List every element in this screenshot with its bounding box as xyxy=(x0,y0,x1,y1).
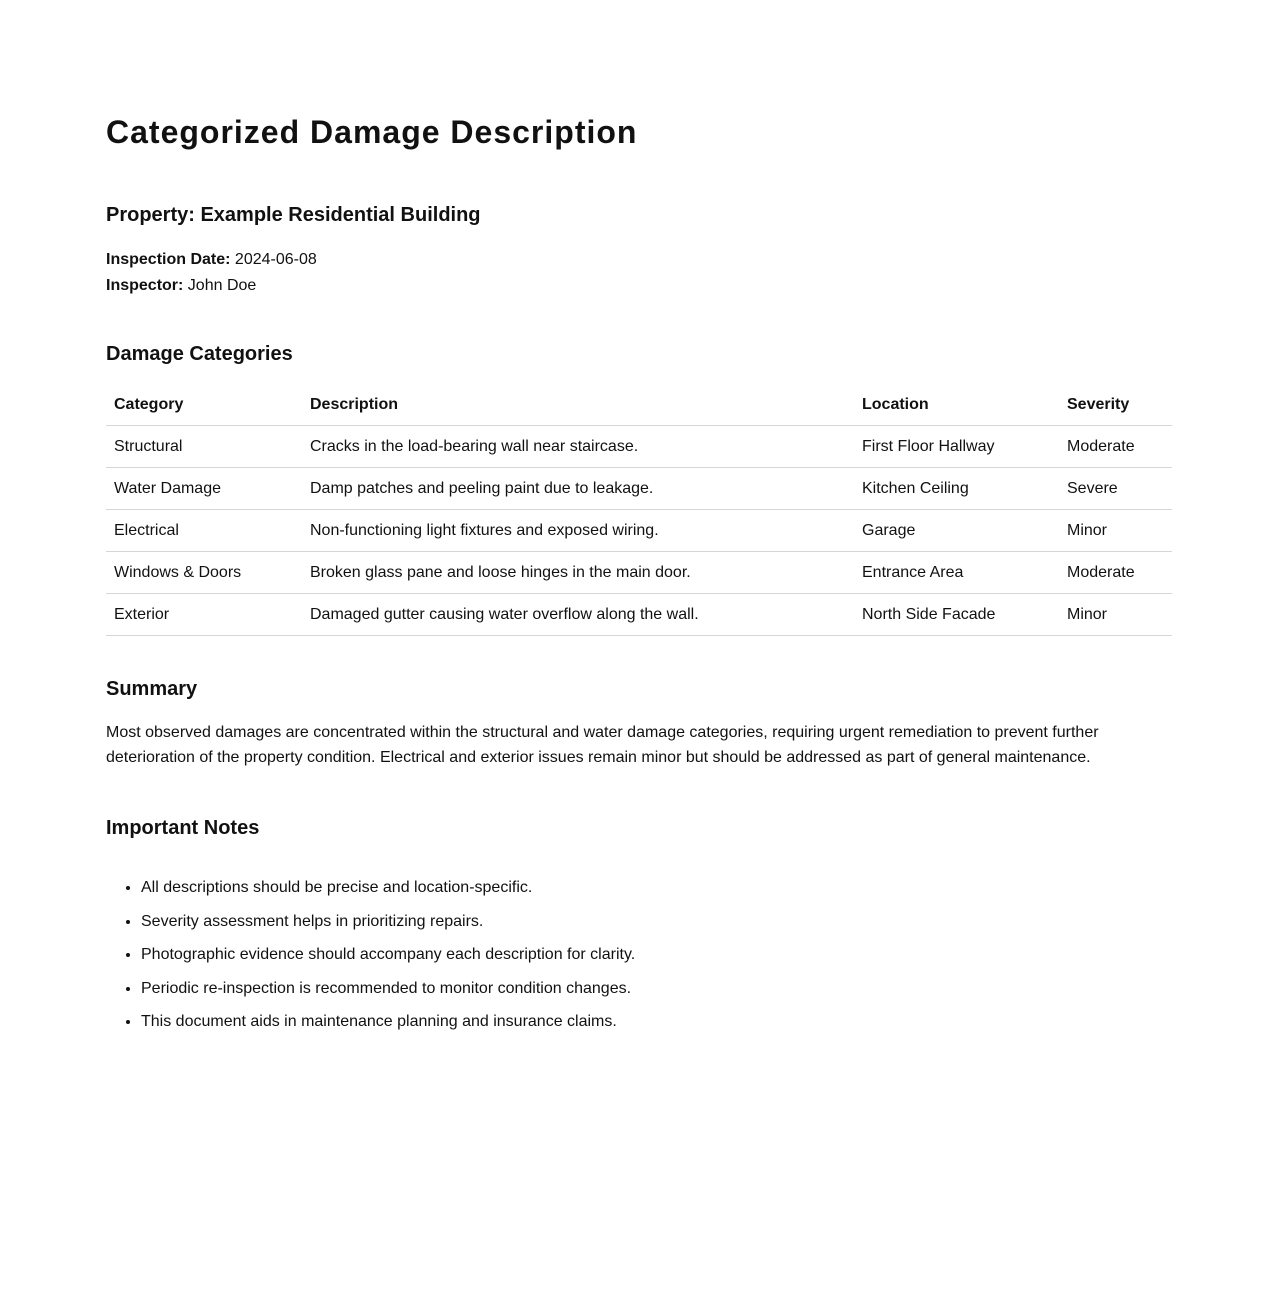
category-cell: Electrical xyxy=(106,510,302,552)
damage-table xyxy=(106,384,1172,636)
column-header-severity: Severity xyxy=(1059,384,1172,426)
inspector-value: John Doe xyxy=(187,277,257,294)
inspection-date-label: Inspection Date: xyxy=(106,251,231,268)
location-cell: Garage xyxy=(854,510,1059,552)
table-row xyxy=(106,510,1172,552)
location-cell: Entrance Area xyxy=(854,552,1059,594)
severity-cell: Severe xyxy=(1059,468,1172,510)
column-header-category: Category xyxy=(106,384,302,426)
table-row xyxy=(106,426,1172,468)
category-cell: Exterior xyxy=(106,594,302,636)
page-title: Categorized Damage Description xyxy=(106,114,638,150)
description-cell: Damp patches and peeling paint due to leakage. xyxy=(302,468,854,510)
inspection-date-value: 2024-06-08 xyxy=(234,251,317,268)
location-cell: Kitchen Ceiling xyxy=(854,468,1059,510)
table-header-row xyxy=(106,384,1172,426)
list-item: • Severity assessment helps in prioritizing repairs. xyxy=(141,905,635,939)
category-cell: Water Damage xyxy=(106,468,302,510)
list-item: • Periodic re-inspection is recommended to monitor condition changes. xyxy=(141,972,635,1006)
property-title: Property: Example Residential Building xyxy=(106,204,481,226)
description-cell: Broken glass pane and loose hinges in the main door. xyxy=(302,552,854,594)
table-row xyxy=(106,552,1172,594)
location-cell: North Side Facade xyxy=(854,594,1059,636)
description-cell: Damaged gutter causing water overflow along the wall. xyxy=(302,594,854,636)
description-cell: Cracks in the load-bearing wall near staircase. xyxy=(302,426,854,468)
list-item: • This document aids in maintenance planning and insurance claims. xyxy=(141,1005,635,1039)
description-cell: Non-functioning light fixtures and exposed wiring. xyxy=(302,510,854,552)
inspection-meta xyxy=(106,247,317,299)
damage-categories-heading: Damage Categories xyxy=(106,343,293,365)
inspector-line xyxy=(106,273,317,299)
location-cell: First Floor Hallway xyxy=(854,426,1059,468)
category-cell: Windows & Doors xyxy=(106,552,302,594)
severity-cell: Moderate xyxy=(1059,552,1172,594)
summary-heading: Summary xyxy=(106,678,198,700)
column-header-description: Description xyxy=(302,384,854,426)
inspection-date-line xyxy=(106,247,317,273)
important-notes-heading: Important Notes xyxy=(106,817,260,839)
severity-cell: Minor xyxy=(1059,594,1172,636)
inspector-label: Inspector: xyxy=(106,277,184,294)
table-row xyxy=(106,594,1172,636)
category-cell: Structural xyxy=(106,426,302,468)
table-row xyxy=(106,468,1172,510)
notes-list xyxy=(106,871,635,1039)
severity-cell: Moderate xyxy=(1059,426,1172,468)
severity-cell: Minor xyxy=(1059,510,1172,552)
list-item: • Photographic evidence should accompany each description for clarity. xyxy=(141,938,635,972)
column-header-location: Location xyxy=(854,384,1059,426)
summary-paragraph: Most observed damages are concentrated within the structural and water damage categories, requiring urgent remediation to prevent further deterioration of the property condition. Electrical and exterior issues remain minor but should be addressed as part of general maintenance. xyxy=(106,724,1099,766)
list-item: • All descriptions should be precise and location-specific. xyxy=(141,871,635,905)
